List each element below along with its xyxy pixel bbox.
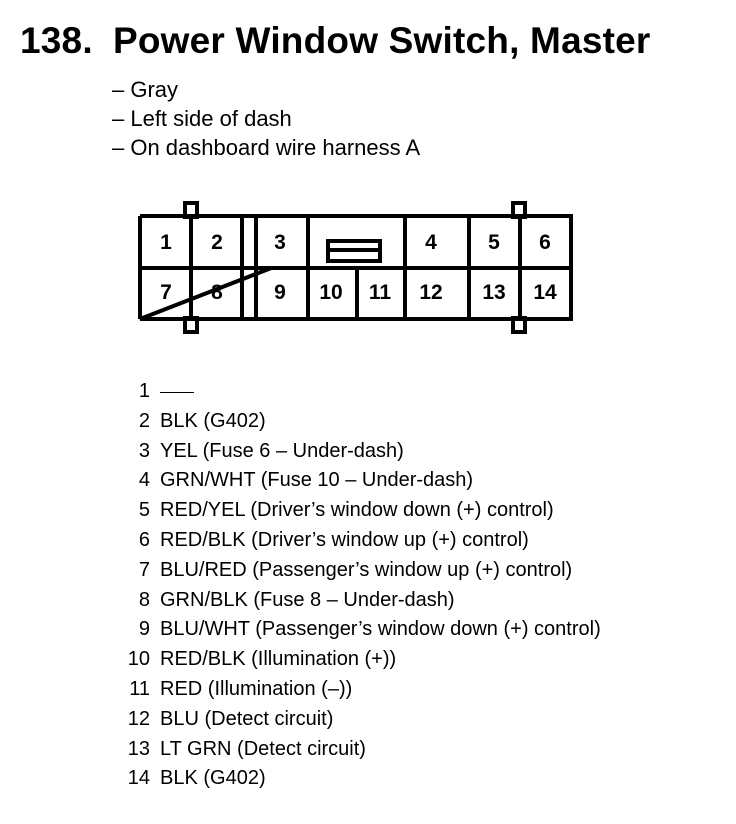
- pin-row: [110, 496, 554, 526]
- component-title: Power Window Switch, Master: [113, 20, 651, 61]
- cell-13: 13: [482, 281, 506, 304]
- pin-description: RED/BLK (Driver’s window up (+) control): [160, 528, 529, 551]
- pin-number: 9: [138, 618, 150, 641]
- pin-description: RED/YEL (Driver’s window down (+) control): [160, 499, 554, 522]
- pin-number: 2: [138, 409, 150, 432]
- pin-description: BLK (G402): [160, 767, 266, 790]
- pin-description: BLU/RED (Passenger’s window up (+) control): [160, 558, 573, 581]
- pin-unused-dash: [160, 377, 194, 407]
- pin-number: 6: [138, 528, 150, 551]
- note-harness: – On dashboard wire harness A: [112, 135, 421, 160]
- pin-number: 10: [127, 648, 150, 671]
- pin-row: [110, 764, 266, 794]
- cell-6: 6: [539, 231, 551, 254]
- cell-9: 9: [274, 281, 286, 304]
- cell-12: 12: [419, 281, 443, 304]
- pin-number: 8: [138, 588, 150, 611]
- pin-number: 13: [127, 737, 150, 760]
- pin-number: 4: [138, 469, 150, 492]
- pin-number: 11: [129, 677, 150, 700]
- pin-list: [110, 377, 601, 794]
- note-color: – Gray: [112, 77, 179, 102]
- cell-11: 11: [368, 281, 392, 304]
- pin-number: 1: [138, 380, 150, 402]
- pin-row: [110, 526, 529, 556]
- pin-row: [110, 377, 150, 407]
- pin-number: 7: [138, 558, 150, 581]
- cell-14: 14: [533, 281, 557, 304]
- pin-row: [110, 586, 455, 616]
- pin-row: [110, 556, 573, 586]
- cell-1: 1: [160, 231, 172, 254]
- pin-row: [110, 615, 601, 645]
- pin-number: 3: [138, 439, 150, 462]
- pin-description: BLK (G402): [160, 409, 266, 432]
- pin-row: [110, 645, 397, 675]
- cell-10: 10: [319, 281, 343, 304]
- pin-description: GRN/BLK (Fuse 8 – Under-dash): [160, 588, 455, 611]
- cell-2: 2: [211, 231, 223, 254]
- pin-description: YEL (Fuse 6 – Under-dash): [160, 439, 404, 462]
- note-location: – Left side of dash: [112, 106, 292, 131]
- cell-7: 7: [160, 281, 172, 304]
- pin-number: 12: [127, 707, 150, 730]
- cell-3: 3: [274, 231, 286, 254]
- pin-number: 5: [138, 499, 150, 522]
- pin-description: LT GRN (Detect circuit): [160, 737, 366, 760]
- pin-description: BLU (Detect circuit): [160, 707, 334, 730]
- pin-number: 14: [127, 767, 150, 790]
- pin-description: RED (Illumination (–)): [160, 677, 353, 700]
- pin-description: RED/BLK (Illumination (+)): [160, 648, 397, 671]
- component-number: 138.: [20, 20, 93, 61]
- pin-row: [110, 437, 404, 467]
- pin-row: [110, 407, 266, 437]
- pin-row: [110, 675, 353, 705]
- pin-description: BLU/WHT (Passenger’s window down (+) control): [160, 618, 601, 641]
- cell-4: 4: [425, 231, 437, 254]
- pin-row: [110, 705, 334, 735]
- pin-row: [110, 466, 474, 496]
- cell-8: 8: [211, 281, 223, 304]
- pin-row: [110, 735, 366, 765]
- cell-5: 5: [488, 231, 500, 254]
- pin-description: GRN/WHT (Fuse 10 – Under-dash): [160, 469, 474, 492]
